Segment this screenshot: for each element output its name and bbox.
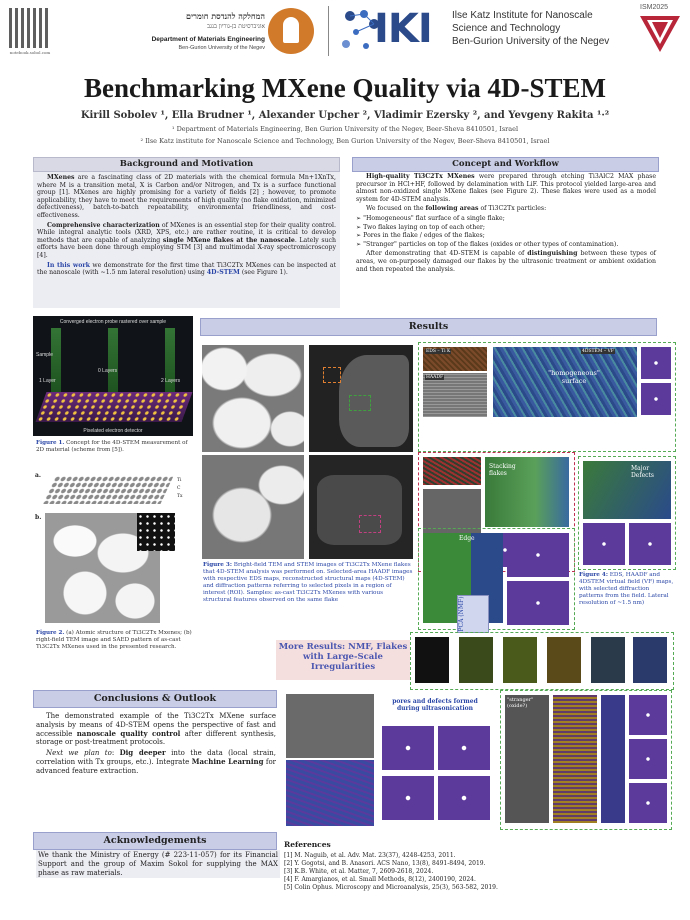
fig1-top-label: Converged electron probe rastered over sample — [59, 319, 167, 325]
figure-4-caption — [579, 572, 674, 607]
list-item: ➢ "Stranger" particles on top of the flakes (oxides or other types of contamination). — [356, 240, 619, 248]
iki-line3: Ben-Gurion University of the Negev — [452, 36, 610, 47]
ack-heading: Acknowledgements — [33, 832, 277, 850]
stranger-map — [553, 695, 597, 823]
ml-term: Machine Learning — [191, 756, 264, 766]
fig1-1layer: 1 Layer — [39, 378, 56, 384]
diffraction-pattern — [641, 347, 671, 379]
background-text — [33, 172, 340, 308]
diffraction-pattern — [629, 695, 667, 735]
list-item: [2] Y. Gogotsi, and B. Anasori. ACS Nano, 13(8), 8491-8494, 2019. — [284, 860, 486, 867]
mxenes-term: MXenes — [47, 174, 75, 181]
diffraction-pattern — [438, 726, 490, 770]
diffraction-pattern — [507, 581, 569, 625]
nmf-map — [591, 637, 625, 683]
fig1-0layers: 0 Layers — [98, 368, 118, 374]
concept-p3b: between these types of areas, we on-purposely damaged our flakes by the ultrasonic treatment or ambient oxidation and then repeated the analysis. — [356, 250, 656, 273]
diffraction-pattern — [641, 383, 671, 415]
fig1-2layers: 2 Layers — [161, 378, 181, 384]
nanoscale-term: single MXene flakes at the nanoscale — [162, 236, 295, 244]
stranger-label: "stranger" (oxide?) — [507, 697, 534, 709]
affiliation-2: ² Ilse Katz institute for Nanoscale Science and Technology, Ben Gurion University of the Negev, Beer-Sheva 8410501, Israel — [140, 137, 550, 145]
fig1-bottom-label: Pixelated electron detector — [83, 428, 143, 434]
diffraction-pattern — [629, 783, 667, 823]
fig2-b-label: b. — [35, 514, 42, 521]
background-p2b: . Lately such efforts have been done through employing STM [3] and multimodal X-ray spectromicroscopy [4]. — [37, 236, 337, 259]
background-p3: we demonstrate for the first time that Ti3C2Tx MXenes can be inspected at the nanoscale (with ~1.5 nm lateral resolution) using — [37, 261, 336, 277]
list-item: ➢ Pores in the flake / edges of the flakes; — [356, 232, 485, 240]
conclusions-p2a: : — [111, 749, 120, 758]
this-work-term: In this work — [47, 261, 90, 269]
results-heading: Results — [200, 318, 657, 336]
concept-p2b: of Ti3C2Tx particles: — [478, 205, 547, 213]
nmf-map — [415, 637, 449, 683]
conclusions-p2c: for advanced feature extraction. — [36, 757, 276, 775]
edge-label: Edge — [459, 535, 475, 542]
conclusions-heading: Conclusions & Outlook — [33, 690, 277, 708]
fig3-cap-label: Figure 3: — [203, 562, 232, 568]
pores-gray — [286, 694, 374, 758]
fig2-c-label: C — [177, 486, 181, 491]
qr-code — [9, 8, 49, 48]
conf-logo-icon — [638, 14, 682, 54]
nmf-map — [459, 637, 493, 683]
uni-name: Ben-Gurion University of the Negev — [178, 45, 265, 51]
quality-control-term: nanoscale quality control — [76, 728, 181, 738]
concept-text — [356, 173, 656, 313]
stranger-panel — [500, 690, 672, 830]
background-p2a: of MXenes is an essential step for their quality control. While integral analytic tools (XRD, XPS, etc.) are rather routine, it is critical to develop methods that are capable of analyzing — [37, 221, 336, 244]
diffraction-pattern — [438, 776, 490, 820]
poster-title: Benchmarking MXene Quality via 4D-STEM — [83, 73, 606, 103]
stranger-vf — [601, 695, 625, 823]
figure-2a-image — [33, 470, 193, 510]
references-heading: References — [284, 840, 331, 849]
dept-hebrew: המחלקה להנדסת חומרים — [185, 11, 265, 21]
homogeneous-panel — [418, 342, 676, 452]
list-item: [1] M. Naguib, et al. Adv. Mat. 23(37), 4248-4253, 2011. — [284, 852, 456, 859]
pores-panel — [284, 690, 494, 828]
list-item: [5] Colin Ophus. Microscopy and Microanalysis, 25(3), 563-582, 2019. — [284, 884, 498, 891]
ack-text: We thank the Ministry of Energy (# 223-11-057) for its Financial Support and the group of Maxim Sokol for supplying the MAX phase as raw materials. — [38, 851, 278, 877]
conclusions-p2b: into the data (local strain, correlation with Tx groups, etc.). Integrate — [36, 749, 276, 766]
nmf-map — [547, 637, 581, 683]
diffraction-pattern — [629, 523, 671, 565]
more-results-box: More Results: NMF, Flakes with Large-Scale Irregularities — [276, 640, 410, 680]
haadf-label: HAADF — [426, 375, 444, 380]
nmf-strip — [410, 632, 674, 690]
nmf-map — [633, 637, 667, 683]
bgu-logo-icon — [268, 8, 314, 54]
diffraction-pattern — [629, 739, 667, 779]
concept-p2a: We focused on the — [366, 205, 426, 213]
concept-p3a: After demonstrating that 4D-STEM is capable of — [366, 250, 528, 258]
stem-image-2 — [309, 455, 413, 559]
references-list — [284, 852, 674, 892]
iki-line2: Science and Technology — [452, 23, 561, 34]
diffraction-pattern — [583, 523, 625, 565]
homogeneous-label: "homogeneous" surface — [548, 369, 600, 385]
list-item: [4] F. Amargianos, et al. Small Methods, 8(12), 2400190, 2024. — [284, 876, 476, 883]
fig2-cap-label: Figure 2. — [36, 630, 65, 636]
fig4-cap-label: Figure 4: — [579, 572, 608, 578]
vf-label: 4DSTEM – VF — [582, 349, 614, 354]
fig4-cap-text: EDS, HAADF and 4DSTEM virtual field (VF) maps, with selected diffraction patterns from the field. Lateral resolution of ~1.5 nm) — [579, 572, 674, 606]
tem-image-2 — [202, 455, 304, 559]
conclusions-text — [36, 712, 276, 778]
figure-3-caption — [203, 562, 413, 604]
stacking-map — [423, 457, 481, 485]
edge-panel — [418, 528, 575, 630]
background-p1: are a fascinating class of 2D materials with the chemical formula Mn+1XnTx, where M is a transition metal, X is Carbon and/or Nitrogen, and Tx is a surface functional group [1]. MXenes are highly promising for a variety of fields [2] ; however, to promote applicability, they have to meet the requirements of high quality (no flake oxidation, minimized defectiveness), batch-to-batch repeatability, environmental friendliness, and cost-effectiveness. — [37, 174, 336, 219]
saed-pattern-image — [137, 513, 175, 551]
nmf-map — [503, 637, 537, 683]
fig2-cap-text: (a) Atomic structure of Ti3C2Tx Mxenes; (b) right-field TEM image and SAED pattern of as-cast Ti3C2Tx MXenes used in the presented research. — [36, 630, 192, 650]
list-item: ➢ Two flakes laying on top of each other; — [356, 223, 485, 231]
figure-2-caption — [36, 630, 194, 650]
header-divider — [328, 6, 329, 56]
fig2-ti-label: Ti — [177, 478, 182, 483]
figure-1-caption — [36, 440, 194, 454]
conf-label: ISM2025 — [640, 4, 669, 11]
hq-mxenes-term: High-quality Ti3C2Tx MXenes — [366, 173, 475, 180]
4dstem-term: 4D-STEM — [206, 269, 240, 277]
stranger-gray — [505, 695, 549, 823]
uni-hebrew: אוניברסיטת בן-גוריון בנגב — [207, 23, 265, 30]
fig2-a-label: a. — [35, 472, 41, 479]
iki-line1: Ilse Katz Institute for Nanoscale — [452, 10, 593, 21]
dept-name: Department of Materials Engineering — [151, 36, 265, 43]
stacking-label: Stacking flakes — [489, 463, 516, 477]
major-defects-panel — [578, 456, 676, 570]
fig2-tx-label: Tx — [177, 494, 183, 499]
eds-label: EDS – Ti K — [426, 349, 451, 354]
concept-p1: were prepared through etching Ti3AlC2 MAX phase precursor in HCl+HF, followed by delamination with LiF. This protocol yielded large-area and almost non-oxidized single MXene flakes (see Figure 2). These flakes were used as a model system for 4D-STEM analysis. — [356, 173, 656, 203]
iki-logo: IKI — [374, 6, 432, 52]
characterization-term: Comprehensive characterization — [47, 221, 160, 229]
list-item: [3] K.B. White, et al. Matter, 7, 2609-2618, 2024. — [284, 868, 434, 875]
distinguishing-term: distinguishing — [527, 250, 578, 258]
affiliation-1: ¹ Department of Materials Engineering, Ben Gurion University of the Negev, Beer-Sheva 8410501, Israel — [171, 125, 519, 133]
next-plan-term: Next we plan to — [46, 749, 112, 758]
fig3-cap-text: Bright-field TEM and STEM images of Ti3C2Tx MXene flakes that 4D-STEM analysis was performed on. Selected-area HAADF images with respective EDS maps, reconstructed structural maps (4D-STEM) and diffraction patterns referring to selected pixels in a region of interest (ROI). Samples: as-cast Ti3C2Tx MXenes with various structural features observed on the same flake — [203, 562, 413, 603]
concept-heading: Concept and Workflow — [352, 157, 659, 172]
background-p3-end: (see Figure 1). — [239, 269, 288, 277]
conclusions-p1b: after different synthesis, storage or post-treatment protocols. — [36, 729, 276, 747]
stem-image-1 — [309, 345, 413, 452]
pores-vf — [286, 760, 374, 826]
background-heading: Background and Motivation — [33, 157, 340, 172]
fig1-cap-text: Concept for the 4D-STEM measurement of 2D material (scheme from [5]). — [36, 440, 188, 453]
dig-deeper-term: Dig deeper — [119, 748, 166, 758]
figure-1-image — [33, 316, 193, 436]
pores-label: pores and defects formed during ultrasonication — [392, 698, 478, 712]
tem-image-1 — [202, 345, 304, 452]
qr-caption: notebook.sobol.com — [9, 50, 51, 55]
diffraction-pattern — [382, 776, 434, 820]
author-list: Kirill Sobolev ¹, Ella Brudner ¹, Alexander Upcher ², Vladimir Ezersky ², and Yevgeny Rakita ¹·² — [80, 110, 610, 121]
fig1-cap-label: Figure 1. — [36, 440, 65, 446]
diffraction-pattern — [507, 533, 569, 577]
major-defects-label: Major Defects — [631, 465, 654, 479]
list-item: ➢ "Homogeneous" flat surface of a single flake; — [356, 214, 505, 222]
areas-list — [356, 215, 656, 248]
diffraction-pattern — [382, 726, 434, 770]
conclusions-p1a: The demonstrated example of the Ti3C2Tx MXene surface analysis by means of 4D-STEM opens the perspective of fast and accessible — [36, 712, 276, 738]
areas-term: following areas — [425, 205, 479, 213]
fig1-sample-label: Sample — [36, 352, 53, 358]
pca-nmf-label: PCA (NMF) — [457, 595, 489, 633]
